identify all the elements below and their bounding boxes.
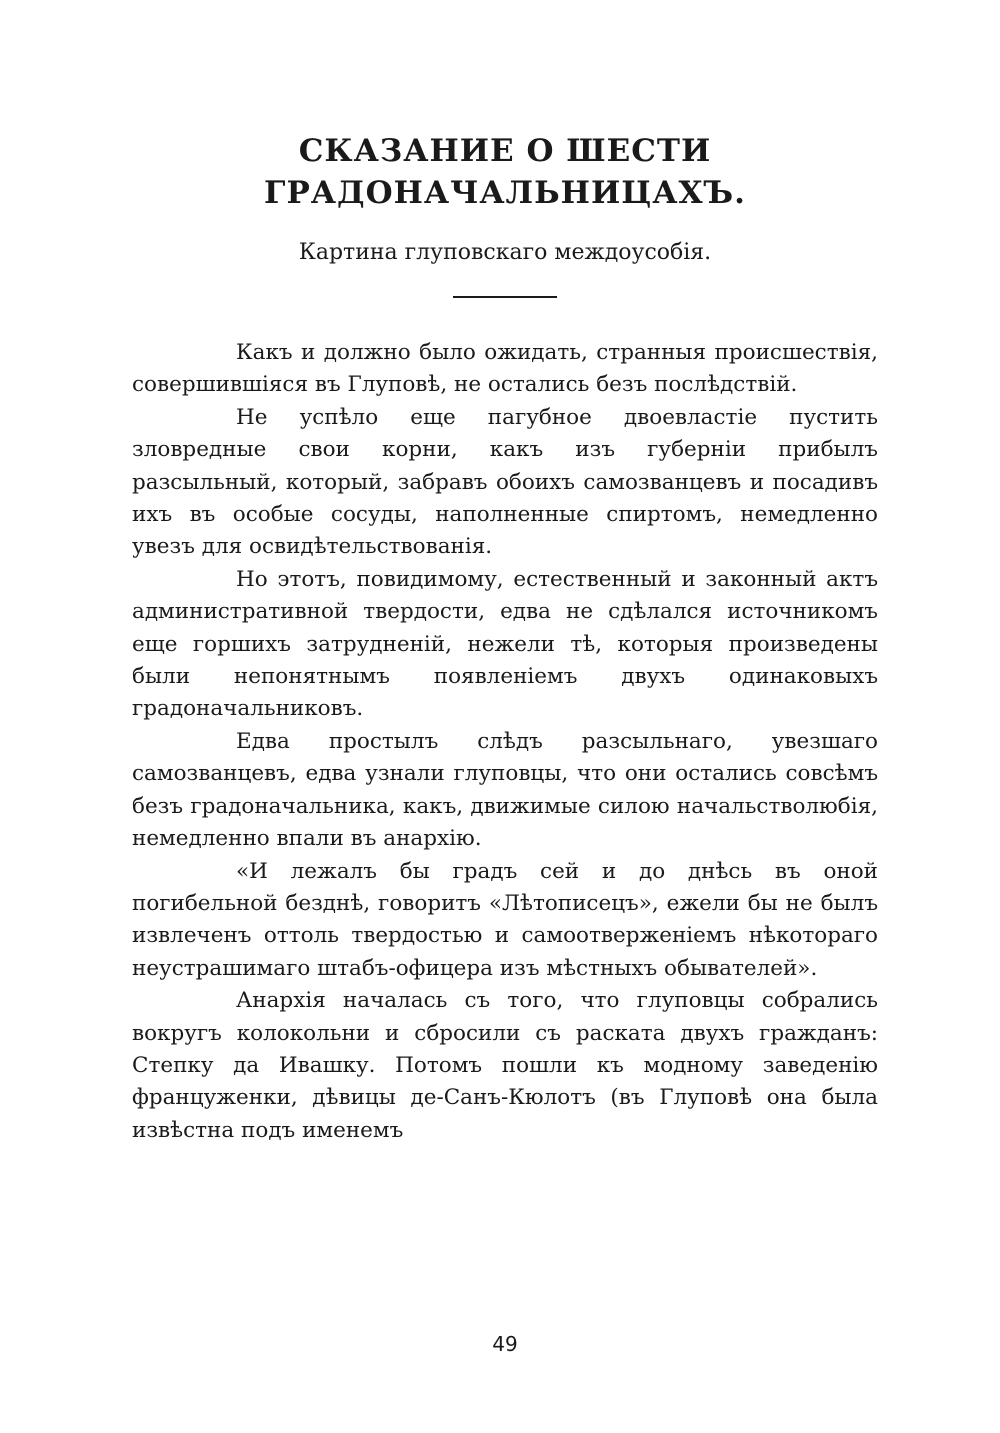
paragraph: Едва простылъ слѣдъ разсыльнаго, увезшаго самозванцевъ, едва узнали глуповцы, что они остались совсѣмъ безъ градоначальника, какъ, движимые силою начальстволюбія, немедленно впали въ анархію. bbox=[132, 728, 878, 852]
chapter-title bbox=[200, 130, 810, 214]
chapter-title-line-2: ГРАДОНАЧАЛЬНИЦАХЪ. bbox=[264, 175, 746, 211]
page-number: 49 bbox=[492, 1332, 518, 1356]
paragraph: Не успѣло еще пагубное двоевластіе пустить зловредные свои корни, какъ изъ губерніи прибылъ разсыльный, который, забравъ обоихъ самозванцевъ и посадивъ ихъ въ особые сосуды, наполненные спиртомъ, немедленно увезъ для освидѣтельствованія. bbox=[132, 404, 878, 560]
section-divider bbox=[453, 296, 557, 298]
chapter-title-line-1: СКАЗАНИЕ О ШЕСТИ bbox=[298, 133, 712, 169]
paragraph: «И лежалъ бы градъ сей и до днѣсь въ оной погибельной безднѣ, говоритъ «Лѣтописецъ», ежели бы не былъ извлеченъ оттоль твердостью и самоотверженіемъ нѣкотораго неустрашимаго штабъ-офицера изъ мѣстныхъ обывателей». bbox=[132, 858, 878, 981]
chapter-body bbox=[132, 337, 878, 1147]
paragraph: Какъ и должно было ожидать, странныя происшествія, совершившіяся въ Глуповѣ, не остались безъ послѣдствій. bbox=[132, 340, 878, 398]
paragraph: Анархія началась съ того, что глуповцы собрались вокругъ колокольни и сбросили съ раската двухъ гражданъ: Степку да Ивашку. Потомъ пошли къ модному заведенію француженки, дѣвицы де-Санъ-Кюлотъ (въ Глуповѣ она была извѣстна подъ именемъ bbox=[132, 988, 878, 1143]
chapter-subtitle: Картина глуповскаго междоусобія. bbox=[298, 240, 712, 265]
paragraph: Но этотъ, повидимому, естественный и законный актъ административной твердости, едва не сдѣлался источникомъ еще горшихъ затрудненій, нежели тѣ, которыя произведены были непонятнымъ появленіемъ двухъ одинаковыхъ градоначальниковъ. bbox=[132, 566, 878, 722]
